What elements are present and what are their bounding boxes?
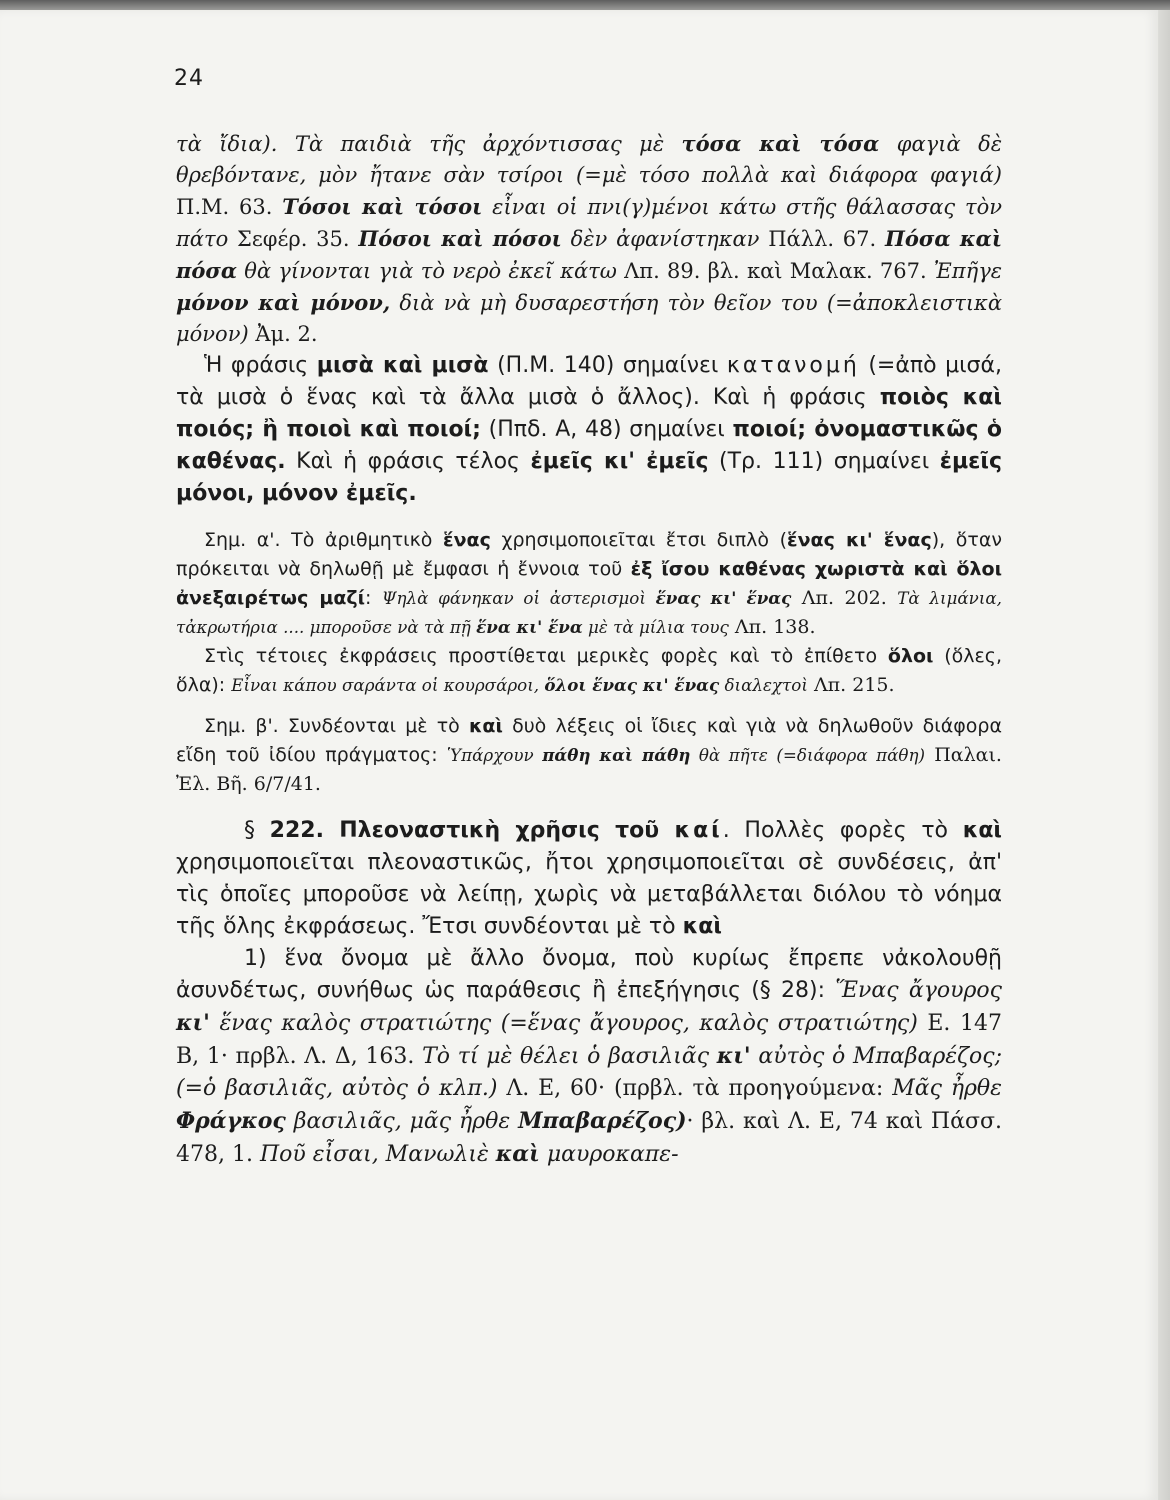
text-run: ἕνας κι' ἕνας	[655, 588, 792, 608]
scan-top-edge	[0, 0, 1170, 10]
text-run: Καὶ ἡ φράσις τέλος	[285, 449, 531, 474]
page-gutter	[1158, 10, 1170, 1500]
text-run: καὶ	[682, 914, 722, 939]
text-run: Ποῦ εἶσαι, Μανωλιὲ	[259, 1142, 496, 1167]
text-run: Εἶναι κάπου σαράντα οἱ κουρσάροι,	[231, 675, 545, 695]
paragraph-examples-tosa	[176, 128, 1002, 350]
text-run: ὅλοι ἕνας κι' ἕνας	[544, 675, 720, 695]
text-run: ἕνας καλὸς στρατιώτης (=ἕνας ἄγουρος, καλὸς στρατιώτης)	[209, 1011, 918, 1036]
text-run: θὰ πῆτε (=διάφορα πάθη)	[690, 745, 925, 765]
text-run: ἕνας κι' ἕνας	[787, 529, 932, 551]
text-run: 1) ἕνα ὄνομα μὲ ἄλλο ὄνομα, ποὺ κυρίως ἔπρεπε νἀκολουθῇ ἀσυνδέτως, συνήθως ὡς παράθεσις ἢ ἐπεξήγησις (§ 28):	[176, 946, 1002, 1003]
text-run: :	[365, 587, 382, 609]
text-run: ἐμεῖς μόνοι, μόνον ἐμεῖς.	[176, 449, 1003, 506]
text-run: Ἡ φράσις	[204, 353, 317, 378]
text-run: Λπ. 215.	[807, 674, 895, 696]
text-run: Τὸ ἀριθμητικὸ	[280, 529, 444, 551]
text-run: κατανομή	[726, 353, 860, 378]
text-run: μαυροκαπε-	[539, 1142, 679, 1167]
list-item-1	[176, 943, 1002, 1171]
text-run: Λπ. 89. βλ. καὶ Μαλακ. 767.	[616, 259, 934, 283]
text-run: Τὰ λιμάνια, τἀκρωτήρια .... μποροῦσε νὰ τὰ πῇ	[176, 588, 1002, 637]
text-run: ποιοί; ὀνομαστικῶς ὁ καθένας.	[176, 417, 1002, 474]
text-run: καὶ	[495, 1141, 540, 1167]
page-text	[176, 128, 1002, 1171]
text-run: θὰ γίνονται γιὰ τὸ νερὸ ἐκεῖ κάτω	[237, 259, 617, 283]
text-run: ἐμεῖς κι' ἐμεῖς	[530, 449, 709, 474]
text-run: διὰ νὰ μὴ δυσαρεστήση τὸν θεῖον του (=ἀποκλειστικὰ μόνον)	[176, 291, 1003, 346]
text-run: δὲν ἀφανίστηκαν	[561, 227, 760, 251]
text-run: Ε. 147 Β, 1· πρβλ. Λ. Δ, 163.	[176, 1011, 1002, 1069]
text-run: (=ἀπὸ μισά, τὰ μισὰ ὁ ἕνας καὶ τὰ ἄλλα μισὰ ὁ ἄλλος). Καὶ ἡ φράσις	[176, 353, 1002, 410]
text-run: αὐτὸς ὁ Μπαβαρέζος; (=ὁ βασιλιᾶς, αὐτὸς ὁ κλπ.)	[176, 1044, 1002, 1101]
note-alpha-continued	[176, 642, 1002, 700]
text-run: ἕνα κι' ἕνα	[476, 617, 583, 637]
text-run: · βλ. καὶ Λ. Ε, 74 καὶ Πάσσ. 478, 1.	[176, 1109, 1002, 1167]
text-run: βασιλιᾶς, μᾶς ἦρθε	[285, 1109, 519, 1134]
text-run: Στὶς τέτοιες ἐκφράσεις προστίθεται μερικὲς φορὲς καὶ τὸ ἐπίθετο	[204, 645, 888, 667]
text-run: 222. Πλεοναστικὴ χρῆσις τοῦ	[269, 818, 675, 843]
text-run: εἶναι οἱ πνι(γ)μένοι κάτω στῆς θάλασσας τὸν πάτο	[176, 195, 1003, 251]
text-run: κι'	[176, 1010, 210, 1036]
text-run: Πόσα καὶ πόσα	[176, 226, 1002, 283]
text-run: Σημ. α'.	[204, 529, 281, 551]
text-run: φαγιὰ δὲ θρεβόντανε, μὸν ἤτανε σὰν τσίροι (=μὲ τόσο πολλὰ καὶ διάφορα φαγιά)	[176, 132, 1002, 187]
text-run: πάθη καὶ πάθη	[542, 745, 691, 765]
text-run: Σημ. β'.	[204, 715, 279, 737]
note-beta	[176, 712, 1002, 799]
text-run: . Πολλὲς φορὲς τὸ	[722, 818, 963, 843]
text-run: Μπαβαρέζος)	[518, 1108, 687, 1134]
text-run: Ὑπάρχουν	[446, 745, 543, 765]
text-run: διαλεχτοὶ	[719, 675, 808, 695]
note-alpha	[176, 526, 1002, 642]
text-run: Μᾶς ἦρθε	[892, 1076, 1002, 1101]
text-run: Πάλλ. 67.	[759, 227, 885, 251]
text-run: τόσα καὶ τόσα	[681, 131, 880, 156]
text-run: μὲ τὰ μίλια τους	[582, 617, 729, 637]
text-run: Ἕνας ἄγουρος	[835, 978, 1002, 1003]
text-run: Τόσοι καὶ τόσοι	[282, 194, 483, 219]
text-run: Π.Μ. 63.	[176, 195, 283, 219]
text-run: χρησιμοποιεῖται πλεοναστικῶς, ἤτοι χρησιμοποιεῖται σὲ συνδέσεις, ἀπ' τὶς ὁποῖες μποροῦσε νὰ λείπῃ, χωρὶς νὰ μεταβάλλεται διόλου τὸ νόημα τῆς ὅλης ἐκφράσεως. Ἔτσι συνδέονται μὲ τὸ	[176, 850, 1002, 939]
text-run: Πόσοι καὶ πόσοι	[358, 226, 562, 251]
text-run: ), ὅταν πρόκειται νὰ δηλωθῇ μὲ ἔμφασι ἡ ἔννοια τοῦ	[176, 529, 1002, 580]
text-run: ὅλοι	[887, 645, 934, 667]
text-run: (Π.Μ. 140) σημαίνει	[488, 353, 727, 378]
section-222	[176, 815, 1002, 943]
text-run: καὶ	[962, 818, 1003, 843]
text-run: δυὸ λέξεις οἱ ἴδιες καὶ γιὰ νὰ δηλωθοῦν διάφορα εἴδη τοῦ ἰδίου πράγματος:	[176, 715, 1002, 766]
text-run: Φράγκος	[176, 1108, 286, 1134]
text-run: ἕνας	[443, 529, 491, 551]
text-run: μόνον καὶ μόνον,	[176, 290, 391, 315]
paragraph-misa-kai-misa	[176, 350, 1002, 510]
page-number: 24	[174, 66, 204, 91]
text-run: Σεφέρ. 35.	[228, 227, 359, 251]
text-run: Συνδέονται μὲ τὸ	[278, 715, 469, 737]
text-run: Λπ. 138.	[728, 616, 816, 638]
text-run: τὰ ἴδια). Τὰ παιδιὰ τῆς ἀρχόντισσας μὲ	[176, 132, 682, 156]
text-run: μισὰ καὶ μισὰ	[316, 353, 489, 378]
text-run: Παλαι. Ἐλ. Βῆ. 6/7/41.	[176, 744, 1002, 795]
text-run: Ψηλὰ φάνηκαν οἱ ἀστερισμοὶ	[381, 588, 656, 608]
text-run: Λπ. 202.	[791, 587, 898, 609]
text-run: Ἀμ. 2.	[248, 322, 318, 346]
text-run: κι'	[716, 1043, 751, 1069]
text-run: §	[244, 818, 270, 843]
text-run: (Ππδ. Α, 48) σημαίνει	[480, 417, 733, 442]
text-run: καὶ	[468, 715, 503, 737]
text-run: Ἐπῆγε	[933, 259, 1003, 283]
text-run: ποιὸς καὶ ποιός; ἢ ποιοὶ καὶ ποιοί;	[176, 385, 1002, 442]
text-run: Λ. Ε, 60· (πρβλ. τὰ προηγούμενα:	[497, 1076, 893, 1101]
text-run: καί	[674, 818, 723, 843]
text-run: ἐξ ἴσου καθένας χωριστὰ καὶ ὅλοι ἀνεξαιρέτως μαζί	[176, 558, 1002, 609]
text-run: Τὸ τί μὲ θέλει ὁ βασιλιᾶς	[422, 1044, 717, 1069]
text-run: (ὅλες, ὅλα):	[176, 645, 1002, 696]
text-run: (Τρ. 111) σημαίνει	[708, 449, 940, 474]
text-run: χρησιμοποιεῖται ἔτσι διπλὸ (	[490, 529, 788, 551]
